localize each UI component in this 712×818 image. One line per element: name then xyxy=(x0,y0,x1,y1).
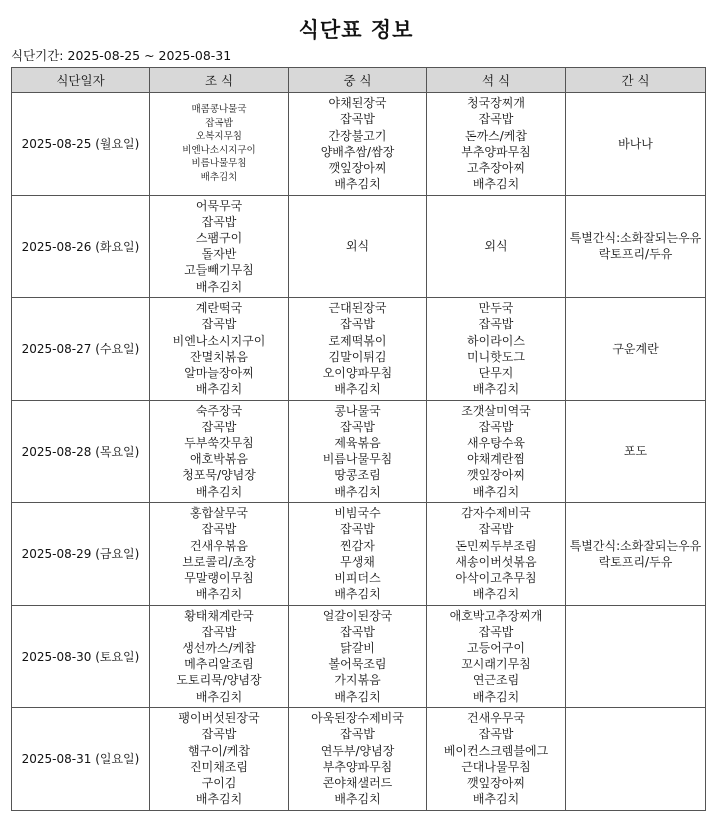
snack-cell xyxy=(566,708,706,811)
meal-date: 2025-08-27 (수요일) xyxy=(12,298,150,401)
lunch-cell xyxy=(289,708,427,811)
breakfast-item: 청포묵/양념장 xyxy=(182,468,256,483)
lunch-item: 제육볶음 xyxy=(334,436,381,451)
breakfast-item: 잡곡밥 xyxy=(201,419,237,434)
breakfast-item: 두부쑥갓무침 xyxy=(184,436,254,451)
dinner-item: 돈까스/케찹 xyxy=(464,128,527,143)
dinner-item: 배추김치 xyxy=(472,792,520,807)
dinner-item: 외식 xyxy=(484,239,508,254)
dinner-item: 깻잎장아찌 xyxy=(467,775,525,790)
lunch-cell xyxy=(289,400,427,503)
dinner-cell xyxy=(427,605,566,708)
dinner-item: 잡곡밥 xyxy=(478,624,514,639)
lunch-item: 잡곡밥 xyxy=(340,624,375,639)
breakfast-item: 무말랭이무침 xyxy=(184,570,254,585)
lunch-item: 잡곡밥 xyxy=(340,727,375,742)
dinner-item: 깻잎장아찌 xyxy=(467,468,525,483)
snack-cell xyxy=(566,298,706,401)
breakfast-item: 잡곡밥 xyxy=(201,727,237,742)
lunch-item: 찐감자 xyxy=(340,538,375,553)
lunch-item: 김말이튀김 xyxy=(328,349,387,364)
breakfast-item: 잡곡밥 xyxy=(201,214,237,229)
breakfast-item: 매콤콩나물국 xyxy=(191,103,247,115)
breakfast-item: 잡곡밥 xyxy=(201,317,237,332)
page-title: 식단표 정보 xyxy=(298,18,414,42)
snack-cell xyxy=(566,503,706,606)
lunch-item: 비빔국수 xyxy=(334,506,381,521)
dinner-item: 연근조림 xyxy=(472,673,520,688)
dinner-item: 배추김치 xyxy=(472,382,520,397)
snack-item: 포도 xyxy=(623,444,648,459)
dinner-item: 고등어구이 xyxy=(467,641,525,656)
table-row xyxy=(12,400,706,503)
dinner-cell xyxy=(427,93,566,196)
lunch-item: 야채된장국 xyxy=(328,96,387,111)
lunch-item: 땅콩조림 xyxy=(334,468,381,483)
breakfast-item: 팽이버섯된장국 xyxy=(178,711,260,726)
snack-item: 특별간식:소화잘되는우유 xyxy=(569,538,702,553)
lunch-item: 가지볶음 xyxy=(334,673,381,688)
snack-item: 바나나 xyxy=(618,136,653,151)
breakfast-item: 구이김 xyxy=(201,775,237,790)
lunch-item: 깻잎장아찌 xyxy=(328,160,387,175)
breakfast-item: 진미채조림 xyxy=(190,759,248,774)
lunch-cell xyxy=(289,605,427,708)
table-row xyxy=(12,195,706,298)
breakfast-cell xyxy=(150,400,289,503)
lunch-item: 양배추쌈/쌈장 xyxy=(320,144,395,159)
snack-item: 락토프리/두유 xyxy=(598,247,673,262)
breakfast-item: 배추김치 xyxy=(195,279,243,294)
breakfast-item: 황태채계란국 xyxy=(184,608,254,623)
table-row xyxy=(12,708,706,811)
lunch-cell xyxy=(289,195,427,298)
breakfast-item: 잔멸치볶음 xyxy=(190,349,248,364)
snack-cell xyxy=(566,400,706,503)
dinner-item: 단무지 xyxy=(478,365,514,380)
breakfast-item: 숙주장국 xyxy=(195,403,243,418)
breakfast-cell xyxy=(150,605,289,708)
lunch-item: 잡곡밥 xyxy=(340,522,375,537)
breakfast-item: 메추리알조림 xyxy=(184,657,254,672)
dinner-item: 만두국 xyxy=(478,301,514,316)
dinner-item: 애호박고추장찌개 xyxy=(449,608,543,623)
breakfast-item: 브로콜리/초장 xyxy=(182,554,256,569)
lunch-cell xyxy=(289,93,427,196)
lunch-item: 오이양파무침 xyxy=(322,365,393,380)
header-snack: 간 식 xyxy=(566,68,706,93)
dinner-cell xyxy=(427,503,566,606)
dinner-item: 야채계란찜 xyxy=(467,452,525,467)
lunch-item: 비피더스 xyxy=(334,570,381,585)
dinner-cell xyxy=(427,708,566,811)
dinner-item: 고추장아찌 xyxy=(467,160,525,175)
dinner-item: 배추김치 xyxy=(472,177,520,192)
snack-item: 특별간식:소화잘되는우유 xyxy=(569,231,702,246)
lunch-item: 연두부/양념장 xyxy=(320,743,395,758)
lunch-item: 배추김치 xyxy=(334,792,381,807)
lunch-item: 콘야채샐러드 xyxy=(322,775,393,790)
table-row xyxy=(12,605,706,708)
meal-date: 2025-08-29 (금요일) xyxy=(12,503,150,606)
meal-date: 2025-08-31 (일요일) xyxy=(12,708,150,811)
breakfast-item: 비엔나소시지구이 xyxy=(182,144,256,156)
lunch-item: 닭갈비 xyxy=(340,641,375,656)
breakfast-item: 도토리묵/양념장 xyxy=(176,673,262,688)
dinner-item: 돈민찌두부조림 xyxy=(455,538,537,553)
snack-item: 락토프리/두유 xyxy=(598,554,673,569)
snack-cell xyxy=(566,195,706,298)
breakfast-item: 오복지무침 xyxy=(196,131,242,143)
snack-cell xyxy=(566,93,706,196)
breakfast-item: 어묵무국 xyxy=(195,198,243,213)
lunch-cell xyxy=(289,298,427,401)
table-row xyxy=(12,93,706,196)
header-lunch: 중 식 xyxy=(289,68,427,93)
lunch-item: 외식 xyxy=(345,239,370,254)
dinner-item: 잡곡밥 xyxy=(478,419,514,434)
breakfast-item: 배추김치 xyxy=(200,171,238,183)
dinner-cell xyxy=(427,195,566,298)
lunch-item: 근대된장국 xyxy=(328,301,387,316)
lunch-item: 잡곡밥 xyxy=(340,419,375,434)
dinner-item: 잡곡밥 xyxy=(478,727,514,742)
breakfast-item: 비엔나소시지구이 xyxy=(172,333,266,348)
dinner-item: 잡곡밥 xyxy=(478,112,514,127)
meal-table xyxy=(11,67,706,811)
breakfast-item: 돌자반 xyxy=(201,247,237,262)
dinner-item: 배추김치 xyxy=(472,587,520,602)
breakfast-item: 애호박볶음 xyxy=(190,452,248,467)
dinner-item: 근대나물무침 xyxy=(461,759,531,774)
meal-date: 2025-08-25 (월요일) xyxy=(12,93,150,196)
breakfast-item: 배추김치 xyxy=(195,382,243,397)
header-date: 식단일자 xyxy=(12,68,150,93)
lunch-item: 잡곡밥 xyxy=(340,112,375,127)
lunch-item: 배추김치 xyxy=(334,177,381,192)
lunch-item: 부추양파무침 xyxy=(322,759,393,774)
lunch-item: 비름나물무침 xyxy=(322,452,393,467)
lunch-item: 무생채 xyxy=(340,554,375,569)
meal-date: 2025-08-30 (토요일) xyxy=(12,605,150,708)
dinner-cell xyxy=(427,400,566,503)
breakfast-item: 잡곡밥 xyxy=(205,117,233,129)
breakfast-item: 계란떡국 xyxy=(195,301,243,316)
breakfast-item: 잡곡밥 xyxy=(201,522,237,537)
breakfast-item: 알마늘장아찌 xyxy=(184,365,254,380)
lunch-item: 배추김치 xyxy=(334,484,381,499)
breakfast-item: 햄구이/케찹 xyxy=(187,743,250,758)
table-header-row xyxy=(12,68,706,93)
meal-date: 2025-08-26 (화요일) xyxy=(12,195,150,298)
lunch-item: 볼어묵조림 xyxy=(328,657,387,672)
dinner-item: 새송이버섯볶음 xyxy=(455,554,537,569)
lunch-cell xyxy=(289,503,427,606)
breakfast-item: 배추김치 xyxy=(195,689,243,704)
breakfast-item: 생선까스/케찹 xyxy=(182,641,256,656)
dinner-item: 하이라이스 xyxy=(467,333,525,348)
dinner-item: 배추김치 xyxy=(472,689,520,704)
header-breakfast: 조 식 xyxy=(150,68,289,93)
dinner-item: 새우탕수육 xyxy=(467,436,525,451)
dinner-item: 아삭이고추무침 xyxy=(455,570,537,585)
lunch-item: 콩나물국 xyxy=(334,403,381,418)
lunch-item: 로제떡볶이 xyxy=(328,333,387,348)
dinner-item: 베이컨스크렘블에그 xyxy=(443,743,549,758)
breakfast-item: 고들빼기무침 xyxy=(184,263,254,278)
snack-cell xyxy=(566,605,706,708)
breakfast-cell xyxy=(150,195,289,298)
dinner-item: 부추양파무침 xyxy=(461,144,531,159)
lunch-item: 배추김치 xyxy=(334,587,381,602)
lunch-item: 아욱된장수제비국 xyxy=(311,711,404,726)
lunch-item: 얼갈이된장국 xyxy=(322,608,393,623)
dinner-item: 조갯살미역국 xyxy=(461,403,531,418)
dinner-item: 청국장찌개 xyxy=(467,96,525,111)
breakfast-item: 스팸구이 xyxy=(195,231,243,246)
dinner-item: 미니핫도그 xyxy=(467,349,525,364)
breakfast-cell xyxy=(150,503,289,606)
breakfast-item: 비름나물무침 xyxy=(191,158,247,170)
lunch-item: 잡곡밥 xyxy=(340,317,375,332)
dinner-item: 꼬시래기무침 xyxy=(461,657,531,672)
table-row xyxy=(12,298,706,401)
meal-period: 식단기간: 2025-08-25 ~ 2025-08-31 xyxy=(11,48,232,63)
breakfast-item: 홍합살무국 xyxy=(190,506,248,521)
breakfast-cell xyxy=(150,93,289,196)
breakfast-cell xyxy=(150,298,289,401)
breakfast-item: 배추김치 xyxy=(195,484,243,499)
dinner-item: 감자수제비국 xyxy=(461,506,531,521)
lunch-item: 간장불고기 xyxy=(328,128,387,143)
breakfast-cell xyxy=(150,708,289,811)
dinner-cell xyxy=(427,298,566,401)
meal-date: 2025-08-28 (목요일) xyxy=(12,400,150,503)
header-dinner: 석 식 xyxy=(427,68,566,93)
breakfast-item: 잡곡밥 xyxy=(201,624,237,639)
breakfast-item: 건새우볶음 xyxy=(190,538,248,553)
dinner-item: 잡곡밥 xyxy=(478,522,514,537)
dinner-item: 배추김치 xyxy=(472,484,520,499)
lunch-item: 배추김치 xyxy=(334,382,381,397)
breakfast-item: 배추김치 xyxy=(195,587,243,602)
dinner-item: 건새우무국 xyxy=(467,711,525,726)
lunch-item: 배추김치 xyxy=(334,689,381,704)
breakfast-item: 배추김치 xyxy=(195,792,243,807)
dinner-item: 잡곡밥 xyxy=(478,317,514,332)
table-row xyxy=(12,503,706,606)
snack-item: 구운계란 xyxy=(612,341,659,356)
